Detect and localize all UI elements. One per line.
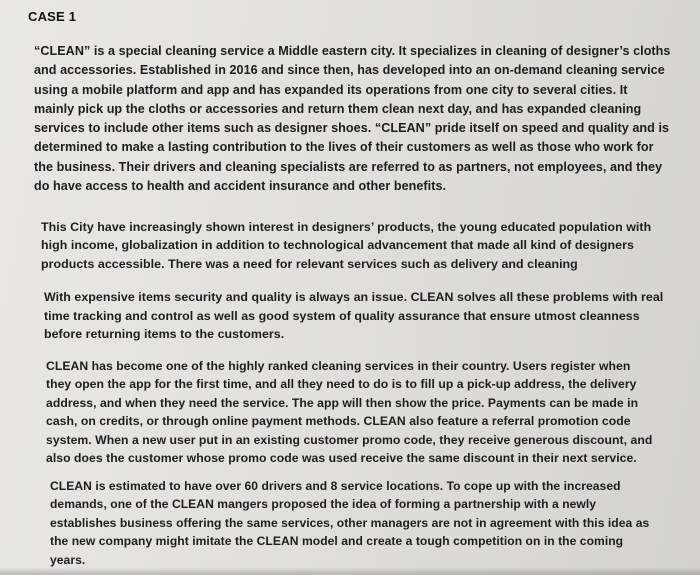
page-bottom-shadow xyxy=(0,567,700,575)
paragraph-city-interest: This City have increasingly shown interest in designers’ products, the young educated population with high income, globalization in addition to technological advancement that made all kind of designers products accessible. There was a need for relevant services such as delivery and cleaning xyxy=(41,220,652,271)
case-title: CASE 1 xyxy=(28,9,77,24)
paragraph-security-quality: With expensive items security and quality is always an issue. CLEAN solves all these problems with real time tracking and control as well as good system of quality assurance that ensure utmost cleanness before returning items to the customers. xyxy=(44,290,664,341)
paragraph-clean-intro: “CLEAN” is a special cleaning service a Middle eastern city. It specializes in cleaning of designer’s cloths and accessories. Established in 2016 and since then, has developed into an on-demand cleaning service using a mobile platform and app and has expanded its operations from one city to several cities. It mainly pick up the cloths or accessories and return them clean next day, and has expanded cleaning services to include other items such as designer shoes. “CLEAN” pride itself on speed and quality and is determined to make a lasting contribution to the lives of their customers as well as those who work for the business. Their drivers and cleaning specialists are referred to as partners, not employees, and they do have access to health and accident insurance and other benefits. xyxy=(34,44,671,194)
paragraph-partnership: CLEAN is estimated to have over 60 drivers and 8 service locations. To cope up with the increased demands, one of the CLEAN mangers proposed the idea of forming a partnership with a newly establishes business offering the same services, other managers are not in agreement with this idea as the new company might imitate the CLEAN model and create a tough competition on in the coming years. xyxy=(50,479,650,567)
paragraph-app-usage: CLEAN has become one of the highly ranked cleaning services in their country. Users register when they open the app for the first time, and all they need to do is to fill up a pick-up address, the delivery address, and when they need the service. The app will then show the price. Payments can be made in cash, on credits, or through online payment methods. CLEAN also feature a referral promotion code system. When a new user put in an existing customer promo code, they receive generous discount, and also does the customer whose promo code was used receive the same discount in their next service. xyxy=(46,359,653,466)
